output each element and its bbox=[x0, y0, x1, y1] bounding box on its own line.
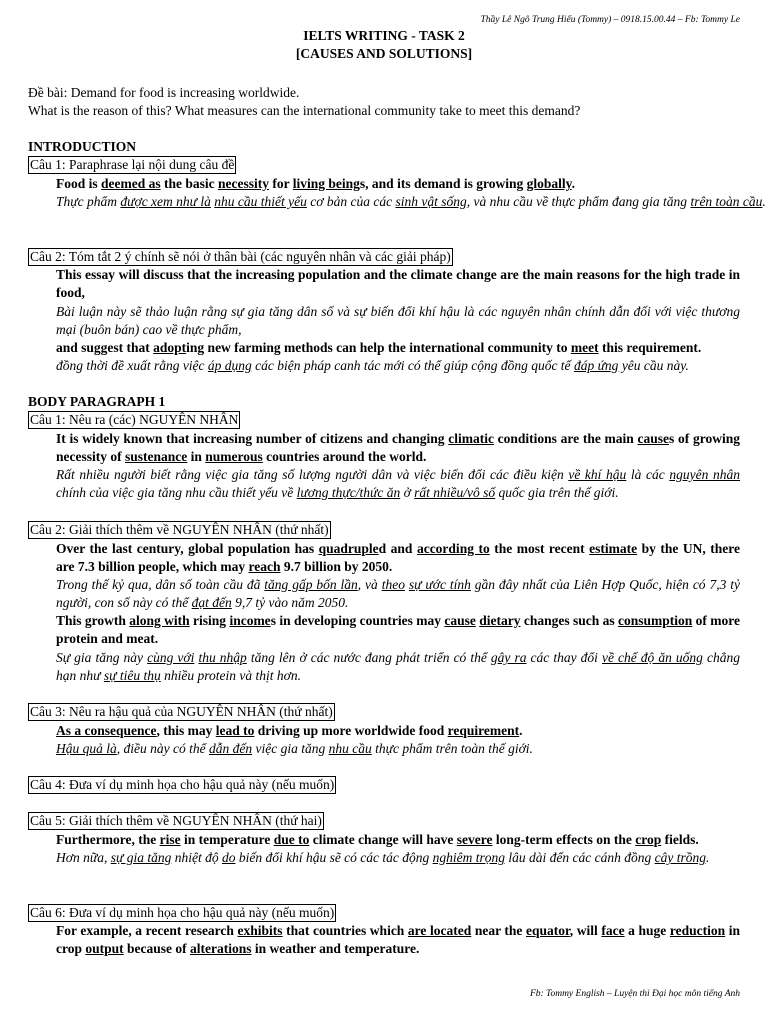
prompt-line-1: Đề bài: Demand for food is increasing worldwide. bbox=[28, 85, 300, 100]
body-sentence-3-en: This growth along with rising incomes in developing countries may cause dietary changes such as consumption of more protein and meat. bbox=[56, 613, 740, 646]
intro-heading: INTRODUCTION bbox=[28, 139, 137, 154]
intro-question-1-label: Câu 1: Paraphrase lại nội dung câu đề bbox=[30, 157, 235, 172]
prompt-line-2: What is the reason of this? What measures can the international community take to meet this demand? bbox=[28, 103, 581, 118]
body-question-6-label: Câu 6: Đưa ví dụ minh họa cho hậu quả này (nếu muốn) bbox=[30, 905, 335, 920]
intro-sentence-1-vi: Thực phẩm được xem như là nhu cầu thiết yếu cơ bản của các sinh vật sống, và nhu cầu về thực phẩm đang gia tăng trên toàn cầu. bbox=[56, 194, 766, 209]
body-sentence-1-en: It is widely known that increasing number of citizens and changing climatic conditions are the main causes of growing necessity of sustenance in numerous countries around the world. bbox=[56, 431, 740, 464]
body-question-1 bbox=[28, 411, 740, 429]
intro-question-1 bbox=[28, 156, 740, 174]
body-question-3-label: Câu 3: Nêu ra hậu quả của NGUYÊN NHÂN (thứ nhất) bbox=[30, 704, 333, 719]
body-sentence-5-en: Furthermore, the rise in temperature due to climate change will have severe long-term effects on the crop fields. bbox=[56, 832, 699, 847]
page-header: Thầy Lê Ngô Trung Hiếu (Tommy) – 0918.15.00.44 – Fb: Tommy Le bbox=[480, 15, 740, 25]
body-sentence-6-en: For example, a recent research exhibits that countries which are located near the equator, will face a huge reduction in crop output because of alterations in weather and temperature. bbox=[56, 923, 741, 956]
body-sentence-3-vi: Sự gia tăng này cùng với thu nhập tăng lên ở các nước đang phát triển có thể gây ra các thay đổi về chế độ ăn uống chẳng hạn như sự tiêu thụ nhiều protein và thịt hơn. bbox=[56, 650, 740, 683]
page-footer: Fb: Tommy English – Luyện thi Đại học môn tiếng Anh bbox=[529, 989, 740, 999]
intro-question-2-label: Câu 2: Tóm tắt 2 ý chính sẽ nói ở thân bài (các nguyên nhân và các giải pháp) bbox=[30, 249, 451, 264]
document-subtitle: [CAUSES AND SOLUTIONS] bbox=[295, 46, 473, 61]
body-question-5-label: Câu 5: Giải thích thêm về NGUYÊN NHÂN (thứ hai) bbox=[30, 813, 322, 828]
body-question-6 bbox=[28, 904, 740, 922]
body-sentence-1-vi: Rất nhiều người biết rằng việc gia tăng số lượng người dân và việc biến đổi các điều kiện về khí hậu là các nguyên nhân chính của việc gia tăng nhu cầu thiết yếu về lương thực/thức ăn ở rất nhiều/vô số quốc gia trên thế giới. bbox=[56, 467, 740, 500]
intro-sentence-3-vi: đồng thời đề xuất rằng việc áp dụng các biện pháp canh tác mới có thể giúp cộng đồng quốc tế đáp ứng yêu cầu này. bbox=[56, 358, 689, 373]
body-question-3 bbox=[28, 703, 740, 721]
body-sentence-2-en: Over the last century, global population has quadrupled and according to the most recent estimate by the UN, there are 7.3 billion people, which may reach 9.7 billion by 2050. bbox=[56, 541, 741, 574]
document-title: IELTS WRITING - TASK 2 bbox=[303, 28, 465, 43]
body-question-1-label: Câu 1: Nêu ra (các) NGUYÊN NHÂN bbox=[30, 412, 239, 427]
body-sentence-2-vi: Trong thế kỷ qua, dân số toàn cầu đã tăng gấp bốn lần, và theo sự ước tính gần đây nhất của Liên Hợp Quốc, hiện có 7,3 tỷ người, con số này có thể đạt đến 9,7 tỷ vào năm 2050. bbox=[56, 577, 740, 610]
body-question-5 bbox=[28, 812, 740, 830]
body-question-2 bbox=[28, 521, 740, 539]
body-sentence-4-en: As a consequence, this may lead to driving up more worldwide food requirement. bbox=[56, 723, 523, 738]
intro-sentence-2-vi: Bài luận này sẽ thảo luận rằng sự gia tăng dân số và sự biến đổi khí hậu là các nguyên nhân chính dẫn đối với việc thương mại (buôn bán) cao về thực phẩm, bbox=[56, 304, 740, 337]
intro-question-2 bbox=[28, 248, 740, 266]
intro-sentence-1-en: Food is deemed as the basic necessity for living beings, and its demand is growing globally. bbox=[56, 176, 575, 191]
intro-sentence-2-en: This essay will discuss that the increasing population and the climate change are the main reasons for the high trade in food, bbox=[56, 267, 740, 300]
body-heading: BODY PARAGRAPH 1 bbox=[28, 394, 166, 409]
body-question-4 bbox=[28, 776, 740, 794]
intro-sentence-3-en: and suggest that adopting new farming methods can help the international community to meet this requirement. bbox=[56, 340, 702, 355]
body-sentence-4-vi: Hậu quả là, điều này có thể dẫn đến việc gia tăng nhu cầu thực phẩm trên toàn thế giới. bbox=[56, 741, 533, 756]
body-sentence-5-vi: Hơn nữa, sự gia tăng nhiệt độ do biến đổi khí hậu sẽ có các tác động nghiêm trọng lâu dài đến các cánh đồng cây trồng. bbox=[56, 850, 710, 865]
body-question-4-label: Câu 4: Đưa ví dụ minh họa cho hậu quả này (nếu muốn) bbox=[30, 777, 335, 792]
body-question-2-label: Câu 2: Giải thích thêm về NGUYÊN NHÂN (thứ nhất) bbox=[30, 522, 329, 537]
